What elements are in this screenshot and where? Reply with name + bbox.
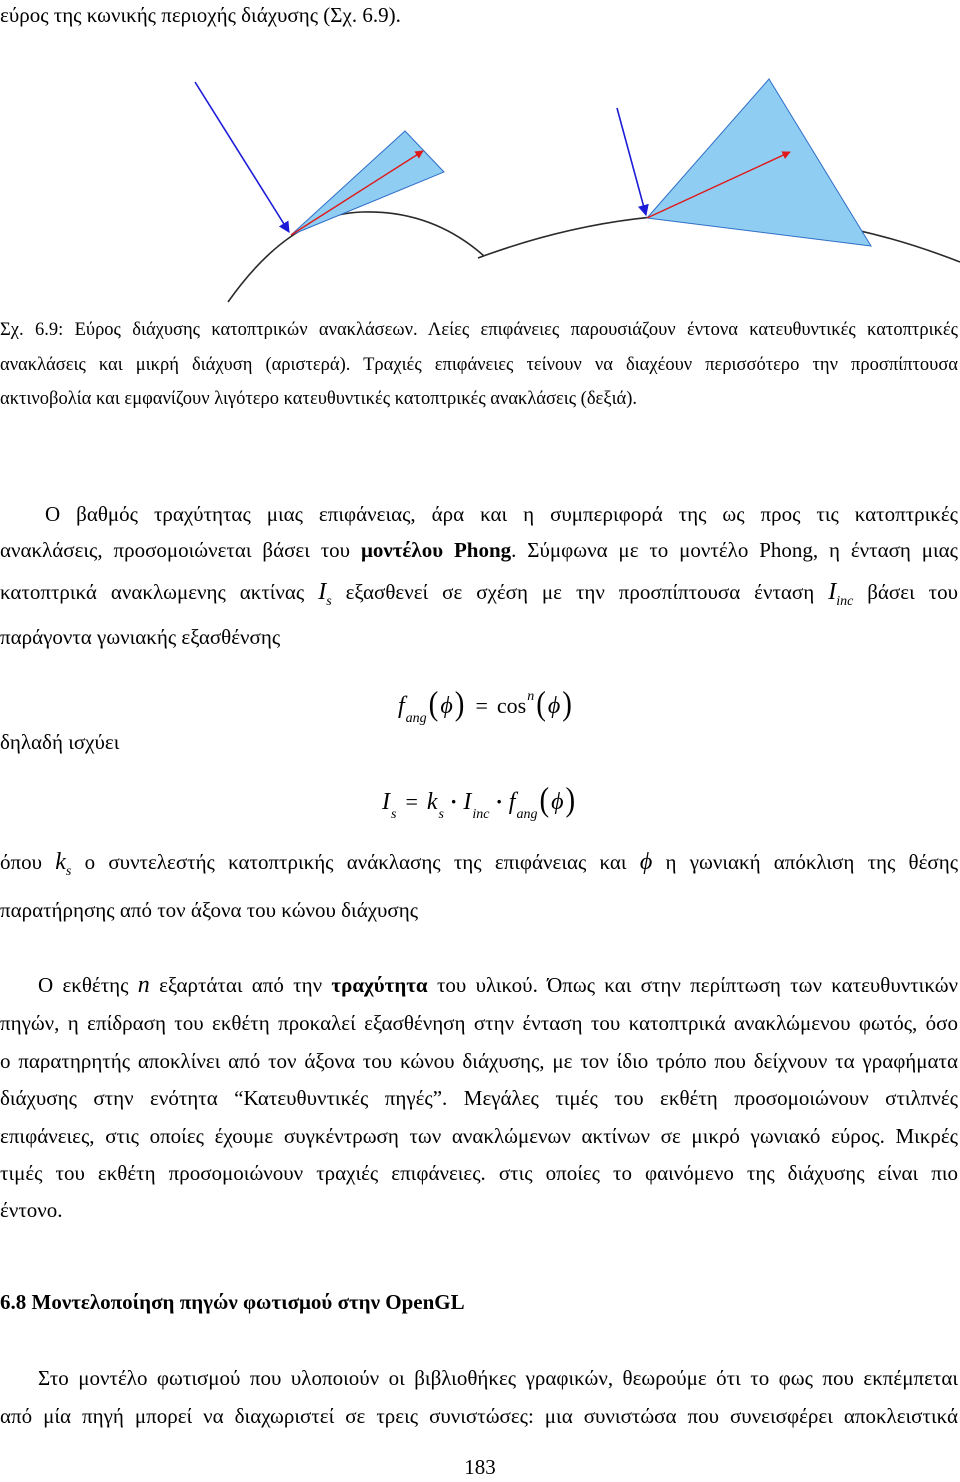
- formula-intro-text: δηλαδή ισχύει: [0, 730, 120, 754]
- text-segment: βάσει του: [867, 580, 959, 604]
- intro-line: εύρος της κωνικής περιοχής διάχυσης (Σχ. 6.9).: [0, 3, 401, 27]
- symbol-n: n: [137, 972, 150, 998]
- specular-intensity-formula: [382, 780, 577, 820]
- right-reflection-cone: [647, 79, 871, 246]
- equals-sign: =: [405, 789, 418, 814]
- paragraph-line: [0, 538, 958, 562]
- multiplication-dot: ·: [449, 789, 458, 814]
- symbol-k: k: [55, 849, 66, 875]
- subscript-s: s: [391, 807, 397, 822]
- paragraph-line: επιφάνειες, στις οποίες έχουμε συγκέντρωση των ανακλώμενων ακτίνων σε μικρό γωνιακό εύρος. Μικρές: [0, 1124, 958, 1148]
- symbol-intensity-incident: I: [828, 579, 837, 605]
- paragraph-line: Στο μοντέλο φωτισμού που υλοποιούν οι βιβλιοθήκες γραφικών, θεωρούμε ότι το φως που εκπέμπεται: [38, 1366, 958, 1390]
- symbol-f: f: [508, 789, 516, 815]
- equals-sign: =: [475, 693, 488, 718]
- figure-caption-line: Σχ. 6.9: Εύρος διάχυσης κατοπτρικών ανακλάσεων. Λείες επιφάνειες παρουσιάζουν έντονα κατευθυντικές κατοπτρικές: [0, 320, 958, 340]
- symbol-phi: ϕ: [639, 849, 653, 875]
- text-segment: η γωνιακή απόκλιση της θέσης: [665, 850, 959, 874]
- symbol-intensity-specular: I: [318, 579, 327, 605]
- function-cos: cos: [496, 693, 527, 718]
- subscript-inc: inc: [472, 807, 490, 822]
- paragraph-line: [0, 850, 958, 884]
- subscript-s: s: [65, 864, 72, 879]
- paragraph-line: παράγοντα γωνιακής εξασθένσης: [0, 625, 281, 649]
- text-segment: . Σύμφωνα με το μοντέλο Phong, η ένταση μιας: [511, 538, 958, 562]
- bold-term-roughness: τραχύτητα: [331, 973, 428, 997]
- text-segment: κατοπτρικά ανακλωμενης ακτίνας: [0, 580, 305, 604]
- right-paren: ): [562, 685, 572, 723]
- text-segment: του υλικού. Όπως και στην περίπτωση των κατευθυντικών: [436, 973, 959, 997]
- text-segment: ο συντελεστής κατοπτρικής ανάκλασης της επιφάνειας και: [84, 850, 627, 874]
- symbol-phi: ϕ: [547, 693, 561, 719]
- symbol-phi: ϕ: [551, 789, 564, 815]
- subscript-ang: ang: [405, 711, 427, 726]
- paragraph-line: ο παρατηρητής αποκλίνει από τον άξονα του κώνου διάχυσης, με τον ίδιο τρόπο που δείχνουν τα γραφήματα: [0, 1049, 958, 1073]
- paragraph-line: [0, 580, 958, 614]
- right-paren: ): [565, 781, 576, 819]
- subscript-inc: inc: [836, 594, 854, 609]
- left-incident-ray: [195, 82, 289, 232]
- symbol-f: f: [398, 693, 405, 719]
- symbol-I: I: [463, 789, 472, 815]
- text-segment: όπου: [0, 850, 42, 874]
- right-paren: ): [454, 685, 465, 723]
- section-heading: 6.8 Μοντελοποίηση πηγών φωτισμού στην OpenGL: [0, 1290, 465, 1314]
- subscript-s: s: [438, 807, 444, 822]
- left-reflected-ray: [291, 151, 423, 235]
- left-paren: (: [539, 781, 550, 819]
- left-surface-arc: [228, 212, 484, 302]
- symbol-I: I: [382, 789, 390, 815]
- figure-caption-line: ακτινοβολία και εμφανίζουν λιγότερο κατευθυντικές κατοπτρικές ανακλάσεις (δεξιά).: [0, 389, 638, 409]
- smooth-surface-diagram: [195, 82, 484, 302]
- paragraph-line: από μία πηγή μπορεί να διαχωριστεί σε τρεις συνιστώσες: μια συνιστώσα που συνεισφέρει αποκλειστικά: [0, 1404, 958, 1428]
- text-segment: Ο εκθέτης: [38, 973, 129, 997]
- paragraph-line: πηγών, η επίδραση του εκθέτη προκαλεί εξασθένηση στην ένταση του κατοπτρικά ανακλώμενου φωτός, όσο: [0, 1011, 958, 1035]
- text-segment: ανακλάσεις, προσομοιώνεται βάσει του: [0, 538, 351, 562]
- page-number: 183: [464, 1455, 496, 1479]
- right-incident-ray: [617, 108, 646, 215]
- multiplication-dot: ·: [495, 789, 503, 814]
- bold-term-phong-model: μοντέλου Phong: [360, 538, 512, 562]
- subscript-ang: ang: [516, 807, 538, 822]
- superscript-n: n: [527, 689, 535, 704]
- paragraph-line: τιμές του εκθέτη προσομοιώνουν τραχιές επιφάνειες. στις οποίες το φαινόμενο της διάχυσης είναι πιο: [0, 1161, 958, 1185]
- paragraph-line: Ο βαθμός τραχύτητας μιας επιφάνειας, άρα και η συμπεριφορά της ως προς τις κατοπτρικές: [45, 502, 958, 526]
- paragraph-line: παρατήρησης από τον άξονα του κώνου διάχυσης: [0, 898, 419, 922]
- text-segment: εξαρτάται από την: [159, 973, 323, 997]
- symbol-phi: ϕ: [440, 693, 453, 719]
- symbol-k: k: [426, 789, 438, 815]
- paragraph-line: έντονο.: [0, 1198, 63, 1222]
- paragraph-line: [38, 973, 958, 997]
- specular-spread-figure: [0, 0, 960, 310]
- rough-surface-diagram: [478, 79, 960, 262]
- paragraph-line: διάχυσης στην ενότητα “Κατευθυντικές πηγές”. Μεγάλες τιμές του εκθέτη προσομοιώνουν στιλπνές: [0, 1086, 958, 1110]
- left-paren: (: [536, 685, 546, 723]
- left-paren: (: [428, 685, 439, 723]
- text-segment: εξασθενεί σε σχέση με την προσπίπτουσα ένταση: [345, 580, 815, 604]
- angular-attenuation-formula: [398, 684, 574, 724]
- subscript-s: s: [326, 594, 332, 609]
- figure-caption-line: ανακλάσεις και μικρή διάχυση (αριστερά). Τραχιές επιφάνειες τείνουν να διαχέουν περισσότερο την προσπίπτουσα: [0, 355, 958, 375]
